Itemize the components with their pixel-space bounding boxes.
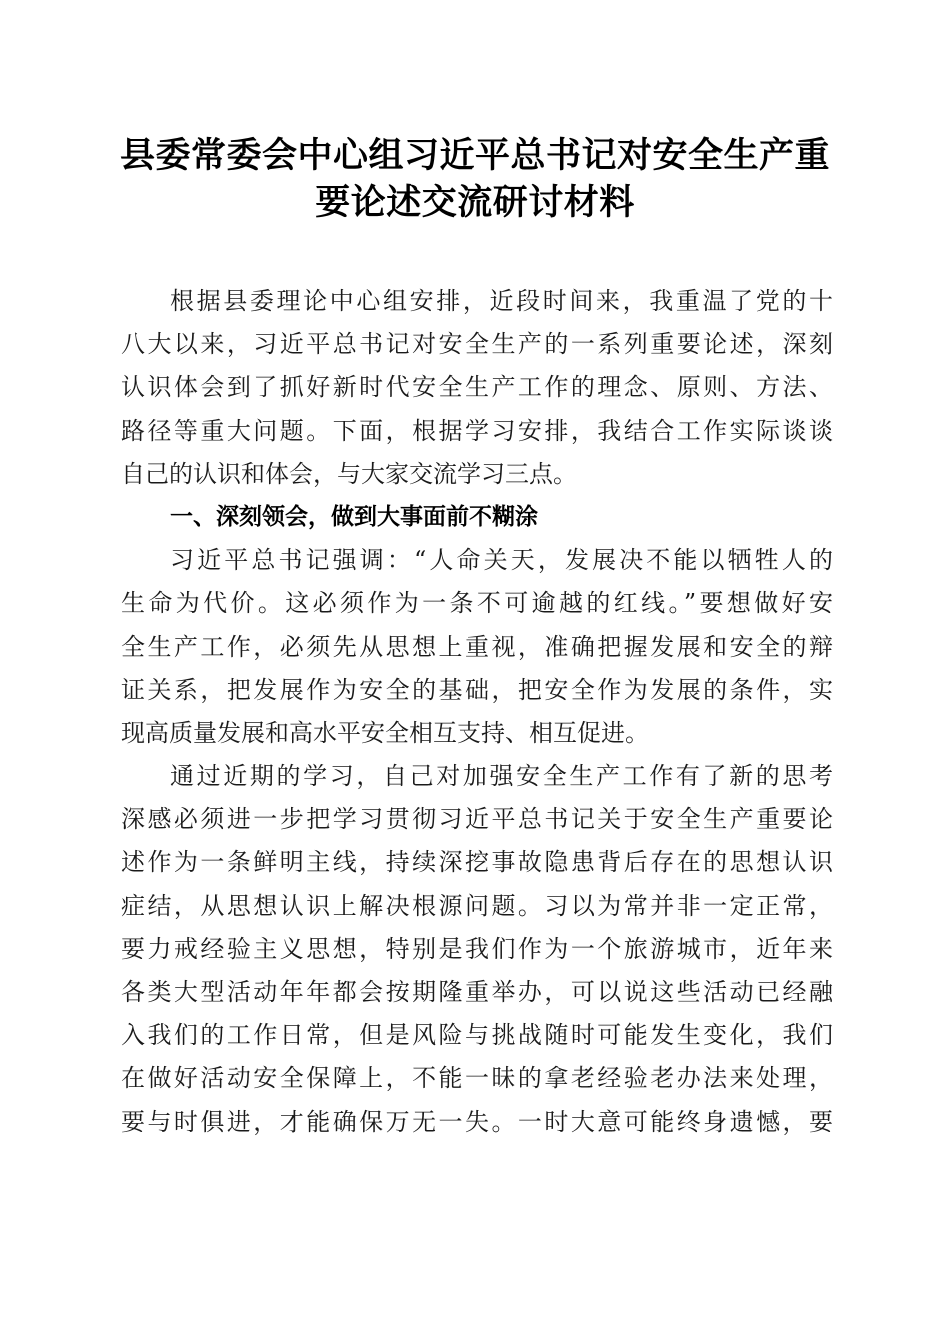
text-line: 入我们的工作日常，但是风险与挑战随时可能发生变化，我们	[121, 1021, 833, 1050]
text-line: 证关系，把发展作为安全的基础，把安全作为发展的条件，实	[121, 675, 833, 704]
text-line: 全生产工作，必须先从思想上重视，准确把握发展和安全的辩	[121, 632, 833, 661]
document-title	[110, 132, 840, 226]
text-line: 习近平总书记强调：“人命关天，发展决不能以牺牲人的	[170, 546, 833, 575]
text-line: 生命为代价。这必须作为一条不可逾越的红线。”要想做好安	[121, 589, 833, 618]
text-line: 根据县委理论中心组安排，近段时间来，我重温了党的十	[170, 287, 833, 315]
paragraph	[121, 755, 833, 1144]
title-line: 县委常委会中心组习近平总书记对安全生产重	[119, 135, 830, 176]
text-line: 通过近期的学习，自己对加强安全生产工作有了新的思考	[170, 762, 833, 791]
text-line: 八大以来，习近平总书记对安全生产的一系列重要论述，深刻	[121, 330, 833, 359]
paragraph-intro	[121, 280, 833, 496]
text-line: 要力戒经验主义思想，特别是我们作为一个旅游城市，近年来	[121, 934, 833, 963]
text-line: 症结，从思想认识上解决根源问题。习以为常并非一定正常，	[121, 891, 833, 920]
text-line: 路径等重大问题。下面，根据学习安排，我结合工作实际谈谈	[121, 416, 833, 445]
text-line: 各类大型活动年年都会按期隆重举办，可以说这些活动已经融	[121, 978, 833, 1006]
text-line: 深感必须进一步把学习贯彻习近平总书记关于安全生产重要论	[121, 805, 833, 834]
paragraph	[121, 539, 833, 755]
document-body	[121, 280, 833, 1144]
text-line: 自己的认识和体会，与大家交流学习三点。	[121, 459, 577, 488]
text-line: 要与时俱进，才能确保万无一失。一时大意可能终身遗憾，要	[121, 1107, 833, 1136]
text-line: 在做好活动安全保障上，不能一昧的拿老经验老办法来处理，	[121, 1064, 833, 1093]
title-line: 要论述交流研讨材料	[315, 182, 635, 223]
text-line: 现高质量发展和高水平安全相互支持、相互促进。	[121, 718, 649, 747]
text-line: 认识体会到了抓好新时代安全生产工作的理念、原则、方法、	[121, 373, 833, 402]
section-heading: 一、深刻领会，做到大事面前不糊涂	[170, 503, 538, 530]
text-line: 述作为一条鲜明主线，持续深挖事故隐患背后存在的思想认识	[121, 848, 833, 877]
